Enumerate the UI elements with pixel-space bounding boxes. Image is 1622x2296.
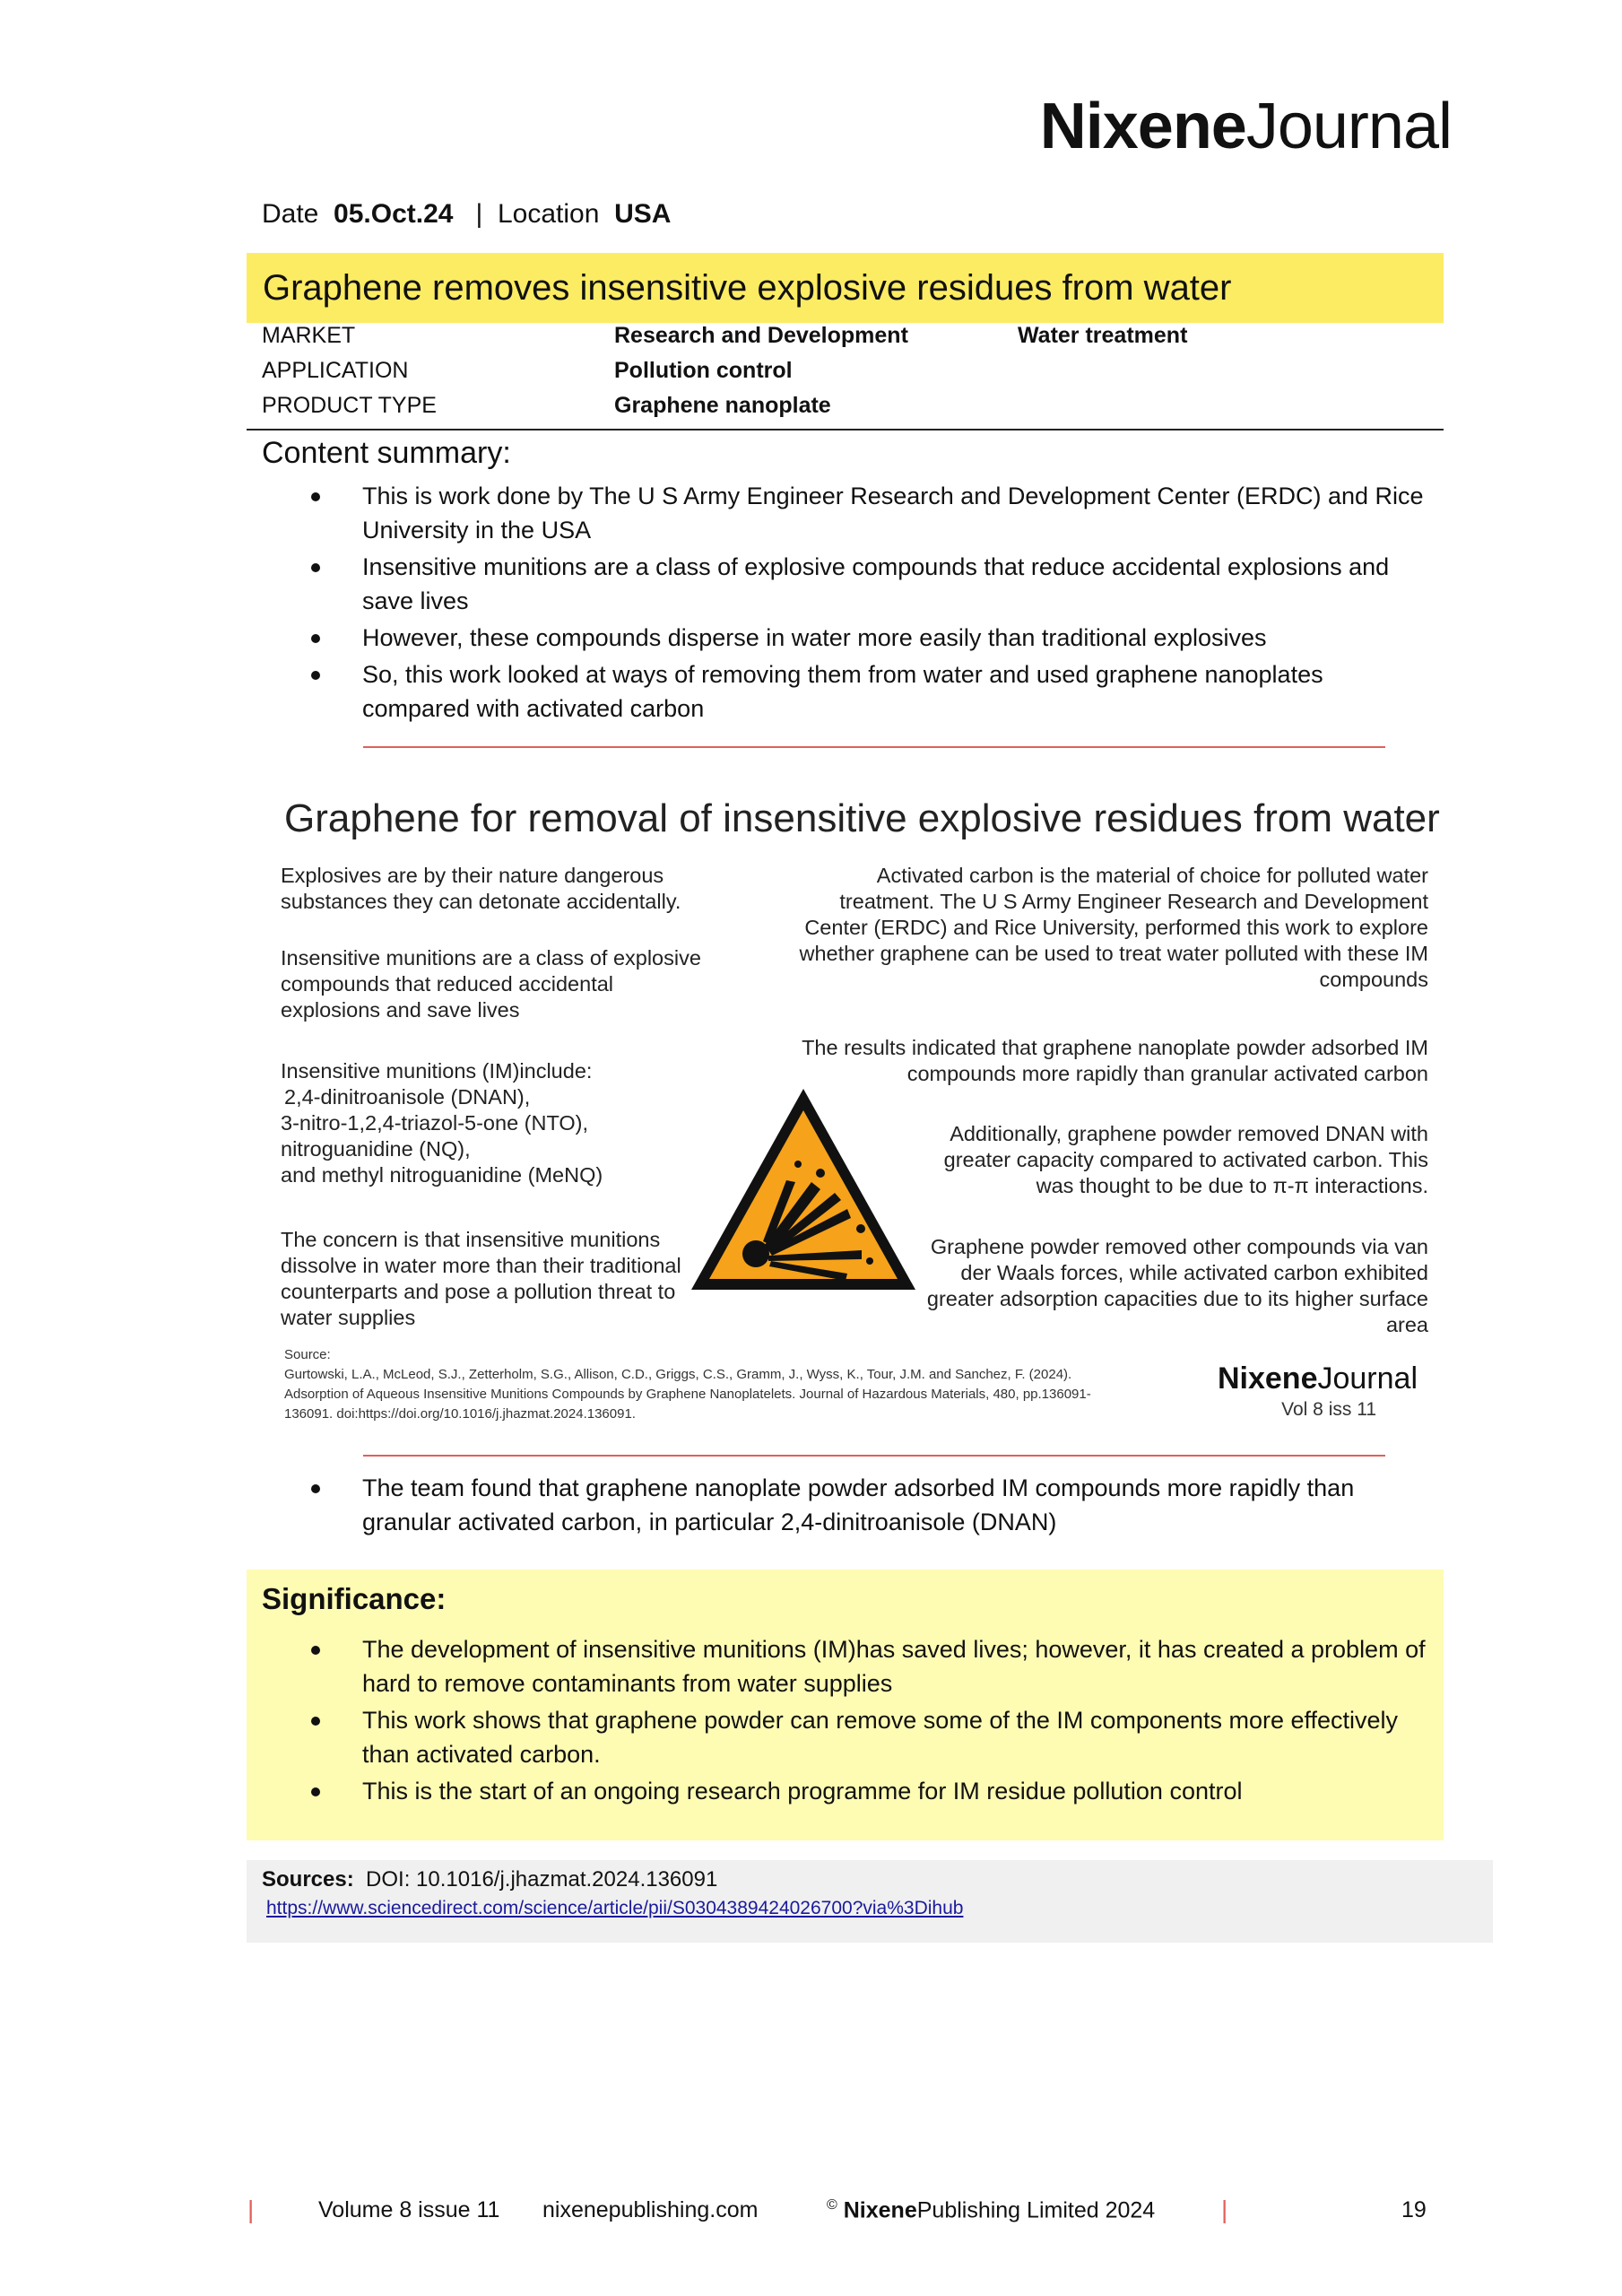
info-left-5: 3-nitro-1,2,4-triazol-5-one (NTO), (281, 1111, 589, 1135)
divider-top (363, 746, 1385, 748)
list-item: This work shows that graphene powder can remove some of the IM components more effectively than activated carbon. (262, 1703, 1427, 1771)
info-left-7: and methyl nitroguanidine (MeNQ) (281, 1163, 603, 1187)
info-right-4: Graphene powder removed other compounds via van der Waals forces, while activated carbon exhibited greater adsorption capacities due to its higher surface area (926, 1235, 1428, 1336)
info-left-8: The concern is that insensitive munitions dissolve in water more than their traditional counterparts and pose a pollution threat to water supplies (281, 1228, 681, 1329)
location-value: USA (614, 199, 672, 229)
page-footer (0, 2197, 1622, 2233)
sources-box (247, 1860, 1493, 1943)
sources-doi: Sources: DOI: 10.1016/j.jhazmat.2024.136091 (262, 1867, 718, 1892)
footer-separator: | (1221, 2196, 1228, 2223)
significance-heading: Significance: (262, 1582, 447, 1615)
explosive-warning-icon (686, 1083, 921, 1295)
findings-list (262, 1471, 1427, 1542)
info-left-1: Explosives are by their nature dangerous substances they can detonate accidentally. (281, 864, 681, 913)
info-left-6: nitroguanidine (NQ), (281, 1137, 471, 1161)
list-item: So, this work looked at ways of removing them from water and used graphene nanoplates compared with activated carbon (262, 657, 1427, 726)
footer-copyright: © NixenePublishing Limited 2024 (827, 2197, 1156, 2223)
footer-separator: | (247, 2196, 255, 2223)
divider-bottom (363, 1455, 1385, 1457)
list-item: The development of insensitive munitions (IM)has saved lives; however, it has created a problem of hard to remove contaminants from water supplies (262, 1632, 1427, 1700)
article-title: Graphene removes insensitive explosive residues from water (263, 268, 1232, 308)
article-title-bar (247, 253, 1444, 323)
list-item: Insensitive munitions are a class of explosive compounds that reduce accidental explosions and save lives (262, 550, 1427, 618)
infographic-title: Graphene for removal of insensitive explosive residues from water (284, 796, 1440, 840)
footer-site: nixenepublishing.com (542, 2197, 759, 2222)
infographic-volume: Vol 8 iss 11 (1281, 1399, 1376, 1420)
dateline: Date 05.Oct.24 | Location USA (262, 199, 672, 229)
list-item: However, these compounds disperse in water more easily than traditional explosives (262, 621, 1427, 655)
info-right-1: Activated carbon is the material of choice for polluted water treatment. The U S Army Engineer Research and Development Center (ERDC) and Rice University, performed this work to explore whether graphene can be used to treat water polluted with these IM compounds (799, 864, 1428, 991)
list-item: This is work done by The U S Army Engineer Research and Development Center (ERDC) and Rice University in the USA (262, 479, 1427, 547)
significance-box (247, 1570, 1444, 1840)
metadata-table: MARKET Research and Development Water treatment APPLICATION Pollution control PRODUCT TYPE Graphene nanoplate (247, 323, 1444, 430)
list-item: This is the start of an ongoing research programme for IM residue pollution control (262, 1774, 1427, 1808)
list-item: The team found that graphene nanoplate powder adsorbed IM compounds more rapidly than granular activated carbon, in particular 2,4-dinitroanisole (DNAN) (262, 1471, 1427, 1539)
infographic-source: Source: Gurtowski, L.A., McLeod, S.J., Zetterholm, S.G., Allison, C.D., Griggs, C.S., Gramm, J., Wyss, K., Tour, J.M. and Sanchez, F. (2024). Adsorption of Aqueous Insensitive Munitions Compounds by Graphene Nanoplatelets. Journal of Hazardous Materials, 480, pp.136091-136091. doi:https://doi.org/10.1016/j.jhazmat.2024.136091. (284, 1347, 1091, 1422)
info-left-3: Insensitive munitions (IM)include: (281, 1059, 593, 1083)
info-right-2: The results indicated that graphene nanoplate powder adsorbed IM compounds more rapidly than granular activated carbon (802, 1036, 1428, 1085)
sources-link[interactable]: https://www.sciencedirect.com/science/article/pii/S0304389424026700?via%3Dihub (266, 1898, 964, 1918)
significance-list (262, 1632, 1427, 1811)
content-summary-heading: Content summary: (262, 436, 511, 470)
page-number: 19 (1401, 2197, 1427, 2222)
summary-list (262, 479, 1427, 728)
info-left-4: 2,4-dinitroanisole (DNAN), (284, 1085, 531, 1109)
infographic-brand: NixeneJournal (1217, 1361, 1418, 1396)
date-value: 05.Oct.24 (334, 199, 454, 229)
footer-volume: Volume 8 issue 11 (318, 2197, 500, 2222)
info-left-2: Insensitive munitions are a class of explosive compounds that reduced accidental explosions and save lives (281, 946, 701, 1022)
journal-logo: NixeneJournal (1039, 91, 1452, 162)
info-right-3: Additionally, graphene powder removed DNAN with greater capacity compared to activated carbon. This was thought to be due to π-π interactions. (943, 1122, 1428, 1197)
infographic (272, 787, 1440, 1442)
